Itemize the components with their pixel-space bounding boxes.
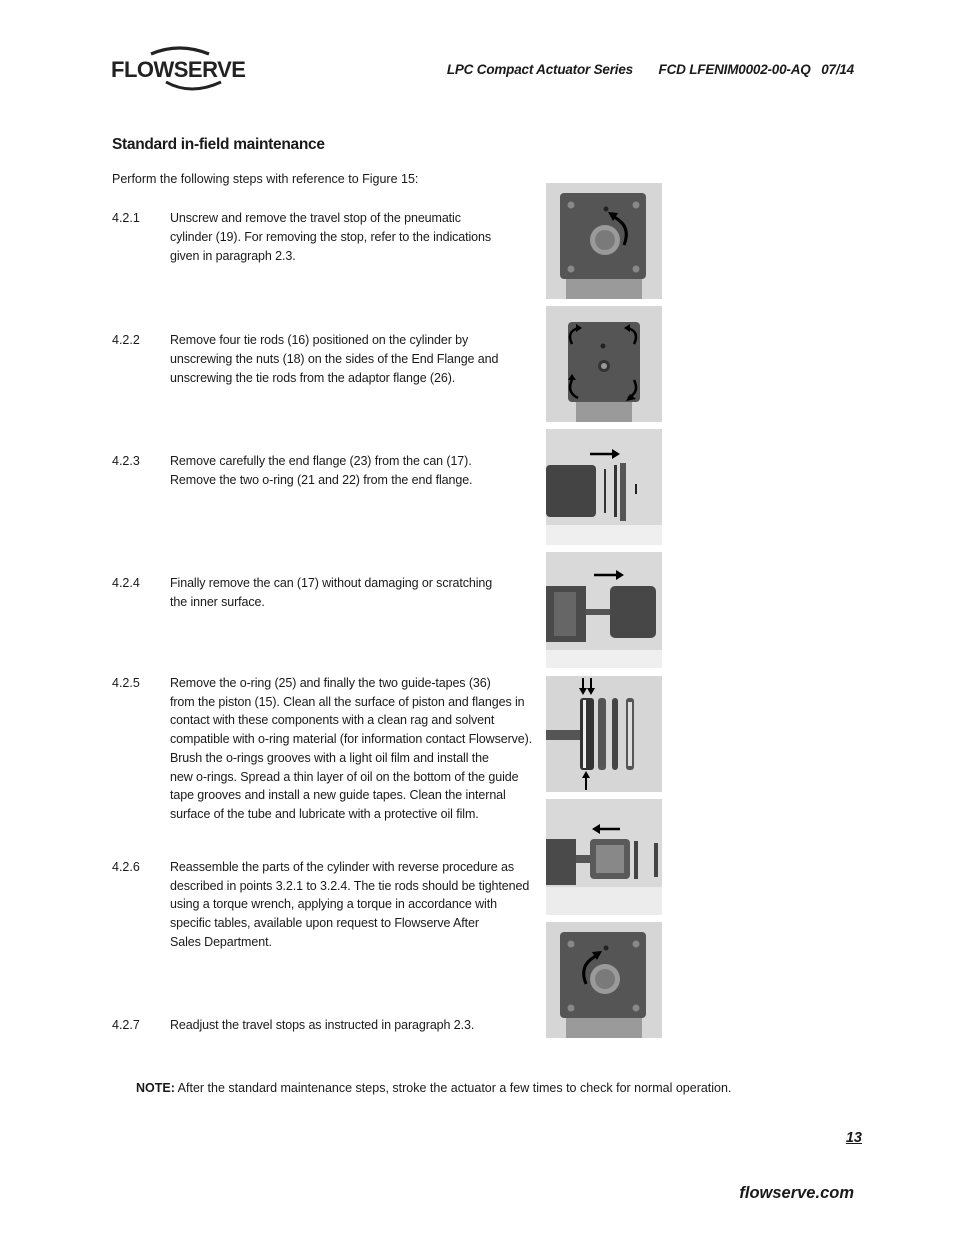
flowserve-logo — [111, 44, 251, 96]
step-number: 4.2.3 — [112, 454, 140, 468]
photo-reassembly — [546, 799, 662, 915]
intro-text: Perform the following steps with reference to Figure 15: — [112, 172, 419, 186]
website-link[interactable]: flowserve.com — [739, 1184, 854, 1202]
page-number: 13 — [845, 1130, 862, 1146]
step-text: Finally remove the can (17) without damaging or scratching the inner surface. — [170, 576, 493, 610]
step-text: Unscrew and remove the travel stop of the pneumatic cylinder (19). For removing the stop, refer to the indications given in paragraph 2.3. — [170, 211, 492, 264]
note-label: NOTE: — [136, 1081, 175, 1095]
step-number: 4.2.2 — [112, 333, 140, 347]
note — [136, 1081, 731, 1095]
step-number: 4.2.1 — [112, 211, 140, 225]
photo-cylinder-tie-rods — [546, 306, 662, 422]
series-title: LPC Compact Actuator Series — [446, 62, 633, 77]
step-text: Remove four tie rods (16) positioned on the cylinder by unscrewing the nuts (18) on the sides of the End Flange and unscrewing the tie rods from the adaptor flange (26). — [170, 333, 499, 386]
photo-readjust-travel-stop — [546, 922, 662, 1038]
step-text: Remove the o-ring (25) and finally the two guide-tapes (36) from the piston (15). Clean all the surface of piston and flanges in contact with these components with a clean rag and solvent compatible with o-ring material (for information contact Flowserve). Brush the o-rings grooves with a light oil film and install the new o-rings. Spread a thin layer of oil on the bottom of the guide tape grooves and install a new guide tapes. Clean the internal surface of the tube and lubricate with a protective oil film. — [170, 676, 533, 821]
page-header — [400, 62, 854, 77]
step-number: 4.2.7 — [112, 1018, 140, 1032]
step-number: 4.2.5 — [112, 676, 140, 690]
step-text: Reassemble the parts of the cylinder with reverse procedure as described in points 3.2.1 to 3.2.4. The tie rods should be tightened using a torque wrench, applying a torque in accordance with specific tables, available upon request to Flowserve After Sales Department. — [170, 860, 530, 949]
step-number: 4.2.6 — [112, 860, 140, 874]
note-text: After the standard maintenance steps, stroke the actuator a few times to check for normal operation. — [174, 1081, 732, 1095]
document-code: FCD LFENIM0002-00-AQ 07/14 — [658, 62, 854, 77]
photo-cylinder-travel-stop — [546, 183, 662, 299]
photo-piston-orings — [546, 676, 662, 792]
step-text: Readjust the travel stops as instructed in paragraph 2.3. — [170, 1018, 475, 1032]
photo-can-removal — [546, 552, 662, 668]
section-title: Standard in-field maintenance — [112, 136, 325, 153]
svg-text:FLOWSERVE: FLOWSERVE — [111, 57, 246, 82]
step-number: 4.2.4 — [112, 576, 140, 590]
step-text: Remove carefully the end flange (23) from the can (17). Remove the two o-ring (21 and 22) from the end flange. — [170, 454, 473, 488]
photo-end-flange-removal — [546, 429, 662, 545]
